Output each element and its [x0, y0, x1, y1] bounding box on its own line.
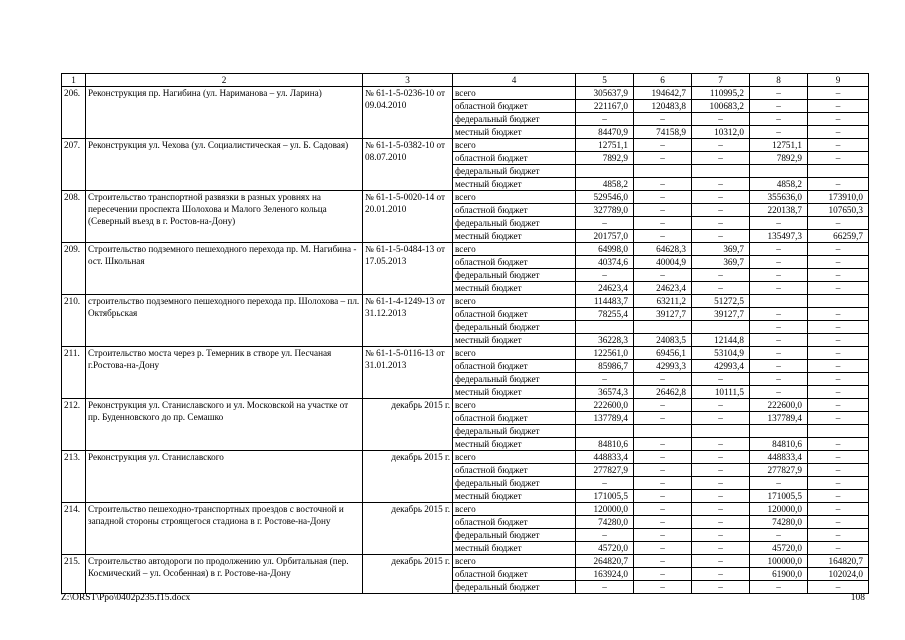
amount-cell: 42993,4: [692, 360, 750, 373]
amount-cell: –: [576, 373, 634, 386]
amount-cell: –: [576, 217, 634, 230]
funding-source: всего: [453, 243, 576, 256]
amount-cell: –: [750, 282, 808, 295]
amount-cell: –: [634, 113, 692, 126]
amount-cell: [576, 425, 634, 438]
amount-cell: –: [808, 347, 869, 360]
amount-cell: 137789,4: [576, 412, 634, 425]
amount-cell: –: [692, 477, 750, 490]
item-number: 213.: [62, 451, 86, 503]
amount-cell: –: [692, 217, 750, 230]
amount-cell: 74280,0: [750, 516, 808, 529]
amount-cell: 39127,7: [634, 308, 692, 321]
amount-cell: 63211,2: [634, 295, 692, 308]
amount-cell: –: [634, 230, 692, 243]
funding-source: всего: [453, 191, 576, 204]
amount-cell: –: [692, 282, 750, 295]
amount-cell: 85986,7: [576, 360, 634, 373]
amount-cell: 529546,0: [576, 191, 634, 204]
amount-cell: –: [692, 503, 750, 516]
amount-cell: –: [692, 451, 750, 464]
funding-source: местный бюджет: [453, 490, 576, 503]
amount-cell: –: [750, 334, 808, 347]
item-reference: № 61-1-4-1249-13 от 31.12.2013: [363, 295, 453, 347]
amount-cell: –: [692, 581, 750, 594]
amount-cell: 40004,9: [634, 256, 692, 269]
amount-cell: 163924,0: [576, 568, 634, 581]
amount-cell: 222600,0: [750, 399, 808, 412]
amount-cell: 24083,5: [634, 334, 692, 347]
table-row: [62, 399, 869, 412]
amount-cell: –: [808, 334, 869, 347]
amount-cell: –: [750, 360, 808, 373]
amount-cell: 100000,0: [750, 555, 808, 568]
table-row: [62, 243, 869, 256]
table-row: [62, 87, 869, 100]
amount-cell: [692, 321, 750, 334]
item-reference: № 61-1-5-0116-13 от 31.01.2013: [363, 347, 453, 399]
amount-cell: –: [692, 516, 750, 529]
funding-source: всего: [453, 295, 576, 308]
table-row: [62, 347, 869, 360]
amount-cell: –: [750, 347, 808, 360]
amount-cell: –: [692, 412, 750, 425]
amount-cell: –: [808, 152, 869, 165]
item-name: Реконструкция ул. Чехова (ул. Социалистическая – ул. Б. Садовая): [86, 139, 363, 191]
amount-cell: 277827,9: [576, 464, 634, 477]
amount-cell: 51272,5: [692, 295, 750, 308]
amount-cell: –: [750, 386, 808, 399]
amount-cell: 12751,1: [576, 139, 634, 152]
amount-cell: 327789,0: [576, 204, 634, 217]
amount-cell: –: [634, 581, 692, 594]
amount-cell: 120000,0: [750, 503, 808, 516]
funding-source: федеральный бюджет: [453, 217, 576, 230]
amount-cell: 277827,9: [750, 464, 808, 477]
amount-cell: 173910,0: [808, 191, 869, 204]
amount-cell: –: [808, 321, 869, 334]
amount-cell: –: [808, 581, 869, 594]
item-name: Строительство моста через р. Темерник в створе ул. Песчаная г.Ростова-на-Дону: [86, 347, 363, 399]
amount-cell: –: [692, 191, 750, 204]
amount-cell: –: [808, 503, 869, 516]
amount-cell: 74158,9: [634, 126, 692, 139]
funding-source: местный бюджет: [453, 178, 576, 191]
amount-cell: –: [692, 178, 750, 191]
amount-cell: –: [692, 230, 750, 243]
table-row: [62, 139, 869, 152]
amount-cell: –: [750, 126, 808, 139]
amount-cell: [692, 425, 750, 438]
funding-source: областной бюджет: [453, 100, 576, 113]
amount-cell: –: [808, 269, 869, 282]
amount-cell: –: [808, 399, 869, 412]
amount-cell: 110995,2: [692, 87, 750, 100]
amount-cell: 7892,9: [750, 152, 808, 165]
amount-cell: –: [634, 373, 692, 386]
funding-source: всего: [453, 555, 576, 568]
funding-source: федеральный бюджет: [453, 373, 576, 386]
amount-cell: –: [808, 126, 869, 139]
table-row: [62, 555, 869, 568]
amount-cell: –: [750, 100, 808, 113]
amount-cell: –: [692, 568, 750, 581]
amount-cell: –: [750, 529, 808, 542]
amount-cell: –: [808, 542, 869, 555]
amount-cell: –: [808, 373, 869, 386]
amount-cell: 220138,7: [750, 204, 808, 217]
amount-cell: [750, 295, 808, 308]
amount-cell: [808, 165, 869, 178]
item-name: Строительство автодороги по продолжению ул. Орбитальная (пер. Космический – ул. Особенная) в г. Ростове-на-Дону: [86, 555, 363, 594]
item-reference: № 61-1-5-0236-10 от 09.04.2010: [363, 87, 453, 139]
amount-cell: –: [692, 269, 750, 282]
amount-cell: –: [692, 399, 750, 412]
item-number: 207.: [62, 139, 86, 191]
item-number: 215.: [62, 555, 86, 594]
amount-cell: –: [634, 555, 692, 568]
amount-cell: [634, 321, 692, 334]
amount-cell: –: [576, 477, 634, 490]
amount-cell: –: [750, 477, 808, 490]
amount-cell: 24623,4: [576, 282, 634, 295]
amount-cell: 12144,8: [692, 334, 750, 347]
funding-source: федеральный бюджет: [453, 477, 576, 490]
amount-cell: 69456,1: [634, 347, 692, 360]
table-row: [62, 295, 869, 308]
amount-cell: –: [808, 360, 869, 373]
amount-cell: 36574,3: [576, 386, 634, 399]
col-header-6: 6: [634, 74, 692, 87]
budget-table: [61, 73, 869, 594]
funding-source: местный бюджет: [453, 334, 576, 347]
item-name: Строительство транспортной развязки в разных уровнях на пересечении проспекта Шолохова и Малого Зеленого кольца (Северный въезд в г. Ростов-на-Дону): [86, 191, 363, 243]
item-number: 212.: [62, 399, 86, 451]
item-number: 208.: [62, 191, 86, 243]
amount-cell: –: [576, 529, 634, 542]
funding-source: областной бюджет: [453, 568, 576, 581]
amount-cell: –: [634, 477, 692, 490]
funding-source: областной бюджет: [453, 464, 576, 477]
col-header-5: 5: [576, 74, 634, 87]
funding-source: всего: [453, 451, 576, 464]
amount-cell: [750, 165, 808, 178]
amount-cell: –: [808, 477, 869, 490]
amount-cell: –: [634, 178, 692, 191]
col-header-3: 3: [363, 74, 453, 87]
amount-cell: –: [750, 581, 808, 594]
funding-source: местный бюджет: [453, 230, 576, 243]
amount-cell: 107650,3: [808, 204, 869, 217]
amount-cell: 10111,5: [692, 386, 750, 399]
funding-source: областной бюджет: [453, 152, 576, 165]
amount-cell: 4858,2: [576, 178, 634, 191]
amount-cell: –: [634, 191, 692, 204]
amount-cell: [808, 295, 869, 308]
amount-cell: –: [634, 399, 692, 412]
amount-cell: –: [692, 542, 750, 555]
amount-cell: 448833,4: [576, 451, 634, 464]
amount-cell: 66259,7: [808, 230, 869, 243]
amount-cell: –: [808, 464, 869, 477]
amount-cell: –: [634, 152, 692, 165]
item-reference: № 61-1-5-0484-13 от 17.05.2013: [363, 243, 453, 295]
amount-cell: –: [692, 529, 750, 542]
item-reference: декабрь 2015 г.: [363, 399, 453, 451]
amount-cell: –: [634, 412, 692, 425]
amount-cell: –: [808, 529, 869, 542]
amount-cell: 40374,6: [576, 256, 634, 269]
item-name: Реконструкция ул. Станиславского: [86, 451, 363, 503]
amount-cell: 369,7: [692, 256, 750, 269]
item-name: Реконструкция пр. Нагибина (ул. Нариманова – ул. Ларина): [86, 87, 363, 139]
amount-cell: –: [634, 204, 692, 217]
amount-cell: –: [692, 373, 750, 386]
item-number: 211.: [62, 347, 86, 399]
funding-source: местный бюджет: [453, 386, 576, 399]
amount-cell: –: [808, 282, 869, 295]
amount-cell: –: [808, 178, 869, 191]
amount-cell: 26462,8: [634, 386, 692, 399]
amount-cell: 120000,0: [576, 503, 634, 516]
amount-cell: –: [634, 451, 692, 464]
col-header-7: 7: [692, 74, 750, 87]
item-name: строительство подземного пешеходного перехода пр. Шолохова – пл. Октябрьская: [86, 295, 363, 347]
amount-cell: [576, 165, 634, 178]
funding-source: федеральный бюджет: [453, 321, 576, 334]
item-number: 206.: [62, 87, 86, 139]
table-row: [62, 191, 869, 204]
funding-source: всего: [453, 399, 576, 412]
amount-cell: –: [634, 269, 692, 282]
amount-cell: –: [634, 217, 692, 230]
footer-file-path: Z:\ORST\Ppo\0402p235.f15.docx: [61, 593, 191, 603]
amount-cell: –: [808, 386, 869, 399]
amount-cell: –: [634, 542, 692, 555]
amount-cell: 24623,4: [634, 282, 692, 295]
funding-source: федеральный бюджет: [453, 425, 576, 438]
funding-source: местный бюджет: [453, 438, 576, 451]
item-name: Строительство подземного пешеходного перехода пр. М. Нагибина - ост. Школьная: [86, 243, 363, 295]
amount-cell: [808, 425, 869, 438]
funding-source: местный бюджет: [453, 542, 576, 555]
amount-cell: –: [808, 139, 869, 152]
amount-cell: –: [634, 503, 692, 516]
item-name: Строительство пешеходно-транспортных проездов с восточной и западной стороны строящегося стадиона в г. Ростове-на-Дону: [86, 503, 363, 555]
amount-cell: –: [576, 113, 634, 126]
funding-source: всего: [453, 87, 576, 100]
funding-source: областной бюджет: [453, 204, 576, 217]
table-row: [62, 503, 869, 516]
amount-cell: 305637,9: [576, 87, 634, 100]
amount-cell: –: [750, 243, 808, 256]
amount-cell: 120483,8: [634, 100, 692, 113]
amount-cell: –: [750, 321, 808, 334]
col-header-4: 4: [453, 74, 576, 87]
amount-cell: 369,7: [692, 243, 750, 256]
amount-cell: –: [808, 113, 869, 126]
amount-cell: 264820,7: [576, 555, 634, 568]
amount-cell: 222600,0: [576, 399, 634, 412]
amount-cell: –: [634, 516, 692, 529]
amount-cell: 12751,1: [750, 139, 808, 152]
amount-cell: –: [634, 139, 692, 152]
amount-cell: –: [808, 100, 869, 113]
funding-source: местный бюджет: [453, 282, 576, 295]
amount-cell: –: [750, 269, 808, 282]
amount-cell: –: [692, 139, 750, 152]
amount-cell: [750, 425, 808, 438]
amount-cell: 39127,7: [692, 308, 750, 321]
amount-cell: –: [692, 152, 750, 165]
header-row: [62, 74, 869, 87]
amount-cell: 74280,0: [576, 516, 634, 529]
amount-cell: 64998,0: [576, 243, 634, 256]
amount-cell: –: [576, 581, 634, 594]
table-body: [62, 87, 869, 594]
amount-cell: –: [692, 490, 750, 503]
funding-source: федеральный бюджет: [453, 581, 576, 594]
amount-cell: –: [692, 438, 750, 451]
funding-source: всего: [453, 139, 576, 152]
funding-source: федеральный бюджет: [453, 269, 576, 282]
item-number: 210.: [62, 295, 86, 347]
table-header: [62, 74, 869, 87]
amount-cell: 36228,3: [576, 334, 634, 347]
amount-cell: [634, 425, 692, 438]
funding-source: федеральный бюджет: [453, 529, 576, 542]
amount-cell: –: [750, 113, 808, 126]
item-reference: декабрь 2015 г.: [363, 555, 453, 594]
col-header-8: 8: [750, 74, 808, 87]
funding-source: федеральный бюджет: [453, 165, 576, 178]
col-header-1: 1: [62, 74, 86, 87]
amount-cell: 448833,4: [750, 451, 808, 464]
amount-cell: 122561,0: [576, 347, 634, 360]
amount-cell: 100683,2: [692, 100, 750, 113]
amount-cell: 221167,0: [576, 100, 634, 113]
amount-cell: –: [808, 412, 869, 425]
page-number: 108: [850, 593, 865, 603]
amount-cell: [692, 165, 750, 178]
amount-cell: –: [750, 256, 808, 269]
amount-cell: 171005,5: [750, 490, 808, 503]
item-name: Реконструкция ул. Станиславского и ул. Московской на участке от пр. Буденновского до пр. Семашко: [86, 399, 363, 451]
amount-cell: 61900,0: [750, 568, 808, 581]
amount-cell: 84810,6: [750, 438, 808, 451]
table-row: [62, 451, 869, 464]
amount-cell: 171005,5: [576, 490, 634, 503]
amount-cell: –: [750, 217, 808, 230]
amount-cell: –: [808, 451, 869, 464]
amount-cell: –: [808, 308, 869, 321]
item-number: 209.: [62, 243, 86, 295]
amount-cell: –: [576, 269, 634, 282]
amount-cell: 102024,0: [808, 568, 869, 581]
funding-source: всего: [453, 347, 576, 360]
amount-cell: 45720,0: [576, 542, 634, 555]
amount-cell: –: [634, 464, 692, 477]
amount-cell: 137789,4: [750, 412, 808, 425]
amount-cell: –: [634, 490, 692, 503]
amount-cell: –: [808, 243, 869, 256]
funding-source: областной бюджет: [453, 412, 576, 425]
item-number: 214.: [62, 503, 86, 555]
amount-cell: –: [808, 256, 869, 269]
amount-cell: –: [634, 529, 692, 542]
amount-cell: –: [750, 373, 808, 386]
amount-cell: 42993,3: [634, 360, 692, 373]
amount-cell: –: [808, 438, 869, 451]
amount-cell: –: [750, 87, 808, 100]
amount-cell: –: [634, 568, 692, 581]
amount-cell: 164820,7: [808, 555, 869, 568]
amount-cell: –: [692, 555, 750, 568]
amount-cell: 78255,4: [576, 308, 634, 321]
amount-cell: 10312,0: [692, 126, 750, 139]
amount-cell: 84810,6: [576, 438, 634, 451]
amount-cell: –: [750, 308, 808, 321]
funding-source: областной бюджет: [453, 360, 576, 373]
amount-cell: 201757,0: [576, 230, 634, 243]
amount-cell: [576, 321, 634, 334]
amount-cell: 114483,7: [576, 295, 634, 308]
amount-cell: 45720,0: [750, 542, 808, 555]
amount-cell: –: [808, 217, 869, 230]
funding-source: всего: [453, 503, 576, 516]
amount-cell: 135497,3: [750, 230, 808, 243]
amount-cell: 4858,2: [750, 178, 808, 191]
item-reference: декабрь 2015 г.: [363, 451, 453, 503]
amount-cell: 84470,9: [576, 126, 634, 139]
item-reference: декабрь 2015 г.: [363, 503, 453, 555]
funding-source: областной бюджет: [453, 256, 576, 269]
funding-source: местный бюджет: [453, 126, 576, 139]
amount-cell: 64628,3: [634, 243, 692, 256]
amount-cell: 53104,9: [692, 347, 750, 360]
col-header-2: 2: [86, 74, 363, 87]
item-reference: № 61-1-5-0382-10 от 08.07.2010: [363, 139, 453, 191]
amount-cell: –: [692, 464, 750, 477]
funding-source: областной бюджет: [453, 308, 576, 321]
amount-cell: –: [634, 438, 692, 451]
amount-cell: 194642,7: [634, 87, 692, 100]
amount-cell: [634, 165, 692, 178]
amount-cell: –: [692, 204, 750, 217]
item-reference: № 61-1-5-0020-14 от 20.01.2010: [363, 191, 453, 243]
funding-source: федеральный бюджет: [453, 113, 576, 126]
amount-cell: 7892,9: [576, 152, 634, 165]
amount-cell: 355636,0: [750, 191, 808, 204]
amount-cell: –: [808, 516, 869, 529]
funding-source: областной бюджет: [453, 516, 576, 529]
amount-cell: –: [808, 490, 869, 503]
col-header-9: 9: [808, 74, 869, 87]
amount-cell: –: [692, 113, 750, 126]
amount-cell: –: [808, 87, 869, 100]
